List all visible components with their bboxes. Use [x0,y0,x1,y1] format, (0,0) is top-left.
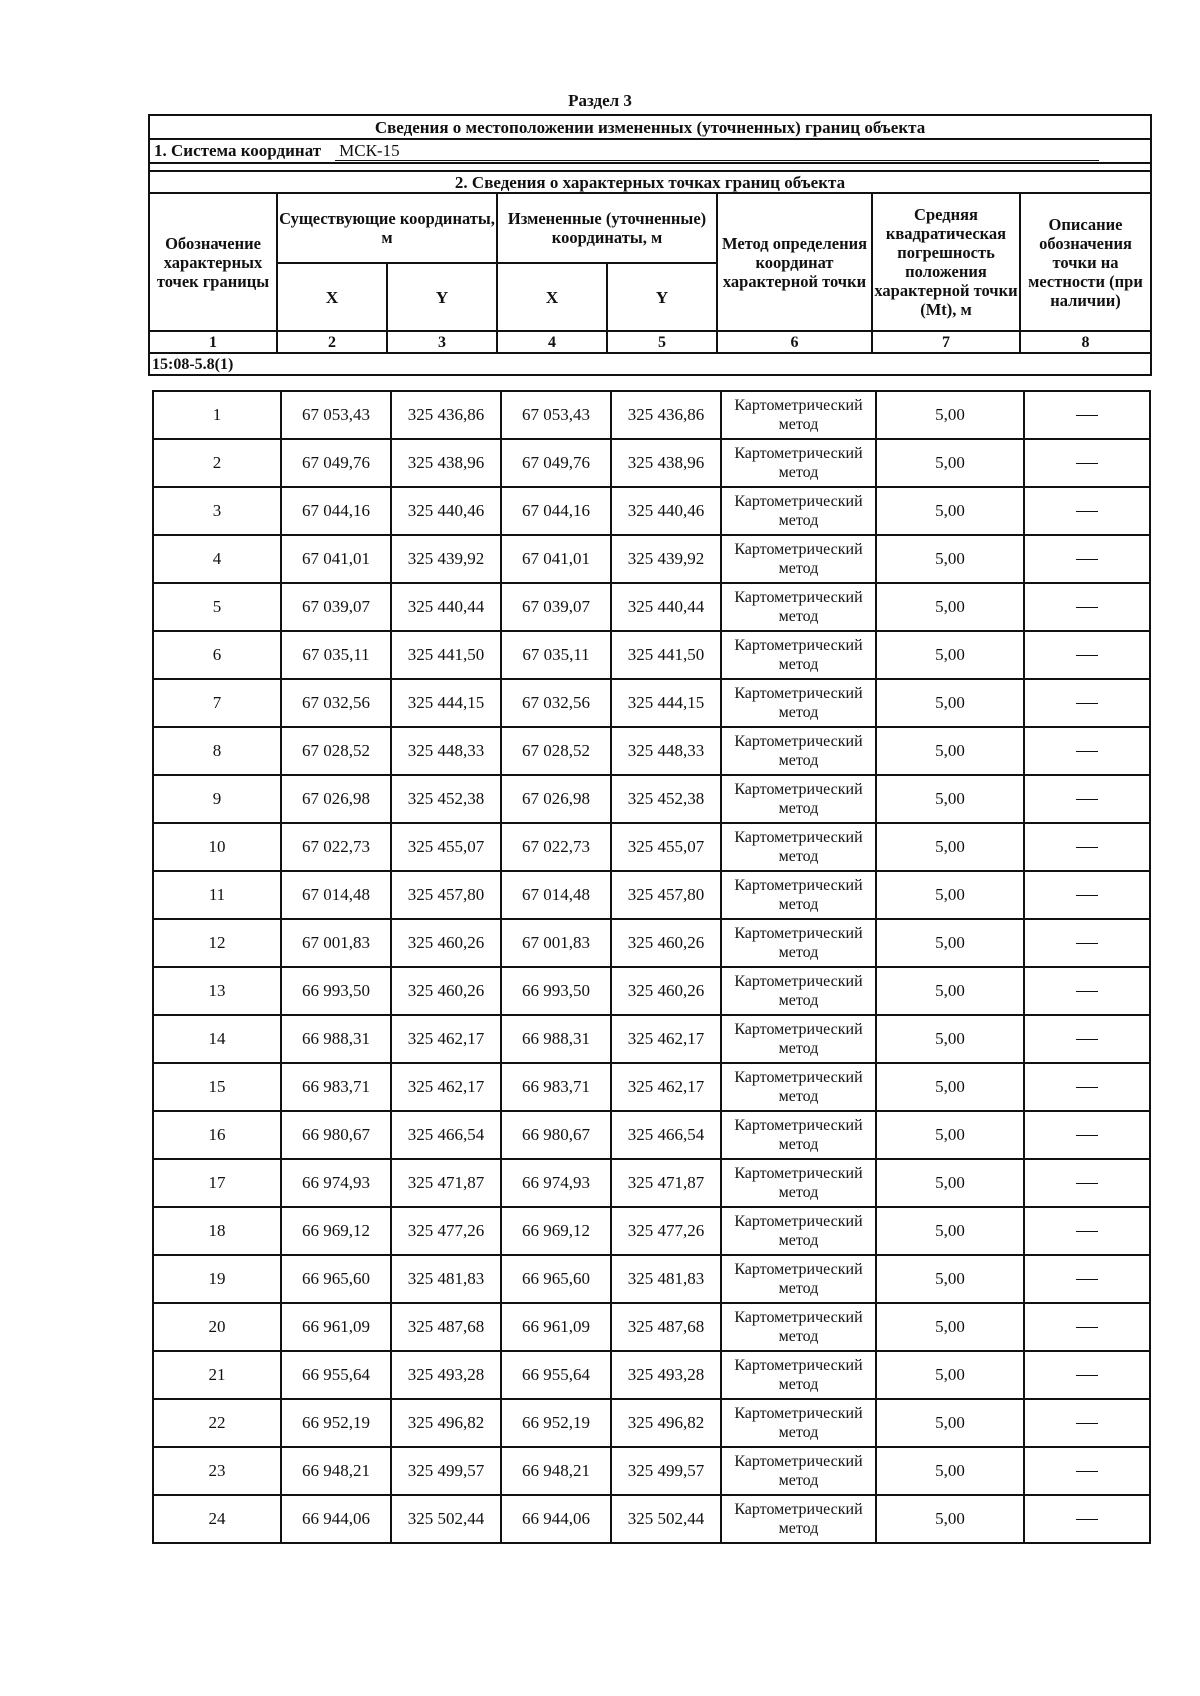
mt-value-cell: 5,00 [876,535,1024,583]
y-existing-cell: 325 452,38 [391,775,501,823]
x-changed-cell: 67 049,76 [501,439,611,487]
y-existing-cell: 325 502,44 [391,1495,501,1543]
col-error-header: Средняя квадратическая погрешность положения характерной точки (Mt), м [872,193,1020,331]
mt-value-cell: 5,00 [876,775,1024,823]
col-number: 2 [277,331,387,353]
y-changed-cell: 325 493,28 [611,1351,721,1399]
y-existing-cell: 325 481,83 [391,1255,501,1303]
y-existing-cell: 325 436,86 [391,391,501,439]
col-number: 4 [497,331,607,353]
method-cell: Картометрический метод [721,535,876,583]
y-changed-cell: 325 471,87 [611,1159,721,1207]
method-cell: Картометрический метод [721,439,876,487]
table-row [153,1063,1150,1111]
method-cell: Картометрический метод [721,631,876,679]
table-row [153,1015,1150,1063]
x-existing-cell: 67 039,07 [281,583,391,631]
x-changed-cell: 67 001,83 [501,919,611,967]
mt-value-cell: 5,00 [876,967,1024,1015]
point-number-cell: 12 [153,919,281,967]
y-existing-cell: 325 487,68 [391,1303,501,1351]
mt-value-cell: 5,00 [876,679,1024,727]
point-number-cell: 1 [153,391,281,439]
mt-value-cell: 5,00 [876,1063,1024,1111]
y-existing-cell: 325 477,26 [391,1207,501,1255]
mt-value-cell: 5,00 [876,1303,1024,1351]
table-row [153,1495,1150,1543]
table-row [153,631,1150,679]
x-changed-cell: 67 035,11 [501,631,611,679]
point-number-cell: 17 [153,1159,281,1207]
mt-value-cell: 5,00 [876,1111,1024,1159]
mt-value-cell: 5,00 [876,1447,1024,1495]
y-existing-cell: 325 496,82 [391,1399,501,1447]
x-changed-cell: 66 948,21 [501,1447,611,1495]
mt-value-cell: 5,00 [876,1207,1024,1255]
point-number-cell: 7 [153,679,281,727]
dash-mark [1076,1087,1098,1089]
point-number-cell: 2 [153,439,281,487]
x-existing-cell: 67 028,52 [281,727,391,775]
x-existing-header: X [277,263,387,331]
dash-mark [1076,415,1098,417]
x-existing-cell: 67 035,11 [281,631,391,679]
dash-mark [1076,751,1098,753]
table-row [153,1255,1150,1303]
x-existing-cell: 66 965,60 [281,1255,391,1303]
table-row [153,487,1150,535]
mt-value-cell: 5,00 [876,1255,1024,1303]
point-number-cell: 13 [153,967,281,1015]
point-number-cell: 14 [153,1015,281,1063]
table-row [153,1159,1150,1207]
point-number-cell: 4 [153,535,281,583]
method-cell: Картометрический метод [721,967,876,1015]
description-cell [1024,1111,1150,1159]
x-changed-cell: 67 039,07 [501,583,611,631]
description-cell [1024,967,1150,1015]
mt-value-cell: 5,00 [876,391,1024,439]
spacer-row [149,163,1151,171]
dash-mark [1076,1519,1098,1521]
x-changed-cell: 66 974,93 [501,1159,611,1207]
col-number: 7 [872,331,1020,353]
table-row [153,967,1150,1015]
point-number-cell: 11 [153,871,281,919]
description-cell [1024,1399,1150,1447]
table-row [153,583,1150,631]
description-cell [1024,487,1150,535]
description-cell [1024,1015,1150,1063]
x-existing-cell: 67 022,73 [281,823,391,871]
method-cell: Картометрический метод [721,1159,876,1207]
description-cell [1024,679,1150,727]
method-cell: Картометрический метод [721,823,876,871]
dash-mark [1076,655,1098,657]
y-existing-cell: 325 462,17 [391,1015,501,1063]
description-cell [1024,919,1150,967]
y-existing-cell: 325 455,07 [391,823,501,871]
dash-mark [1076,1471,1098,1473]
y-changed-cell: 325 441,50 [611,631,721,679]
description-cell [1024,727,1150,775]
mt-value-cell: 5,00 [876,919,1024,967]
x-changed-cell: 67 026,98 [501,775,611,823]
col-number: 8 [1020,331,1151,353]
x-changed-cell: 66 993,50 [501,967,611,1015]
dash-mark [1076,1039,1098,1041]
description-cell [1024,391,1150,439]
y-changed-cell: 325 499,57 [611,1447,721,1495]
mt-value-cell: 5,00 [876,823,1024,871]
x-existing-cell: 67 032,56 [281,679,391,727]
y-changed-cell: 325 438,96 [611,439,721,487]
table-row [153,439,1150,487]
x-existing-cell: 66 961,09 [281,1303,391,1351]
y-changed-cell: 325 487,68 [611,1303,721,1351]
y-changed-cell: 325 440,44 [611,583,721,631]
mt-value-cell: 5,00 [876,1351,1024,1399]
description-cell [1024,1255,1150,1303]
x-existing-cell: 66 955,64 [281,1351,391,1399]
y-existing-cell: 325 439,92 [391,535,501,583]
y-changed-cell: 325 481,83 [611,1255,721,1303]
coord-system-row [149,139,1151,163]
x-existing-cell: 66 983,71 [281,1063,391,1111]
mt-value-cell: 5,00 [876,583,1024,631]
method-cell: Картометрический метод [721,1447,876,1495]
point-number-cell: 16 [153,1111,281,1159]
point-number-cell: 9 [153,775,281,823]
y-existing-cell: 325 499,57 [391,1447,501,1495]
table-row [153,535,1150,583]
method-cell: Картометрический метод [721,679,876,727]
description-cell [1024,823,1150,871]
table-row [153,679,1150,727]
description-cell [1024,1495,1150,1543]
point-number-cell: 10 [153,823,281,871]
table-row [153,1399,1150,1447]
y-changed-cell: 325 460,26 [611,967,721,1015]
col-existing-header: Существующие координаты, м [277,193,497,263]
y-changed-cell: 325 466,54 [611,1111,721,1159]
header-table [148,114,1152,376]
dash-mark [1076,1375,1098,1377]
col-number: 5 [607,331,717,353]
table-row [153,1207,1150,1255]
y-changed-cell: 325 439,92 [611,535,721,583]
y-existing-cell: 325 462,17 [391,1063,501,1111]
x-existing-cell: 66 980,67 [281,1111,391,1159]
x-changed-cell: 67 041,01 [501,535,611,583]
y-existing-cell: 325 493,28 [391,1351,501,1399]
y-changed-cell: 325 436,86 [611,391,721,439]
mt-value-cell: 5,00 [876,871,1024,919]
x-changed-cell: 67 028,52 [501,727,611,775]
method-cell: Картометрический метод [721,487,876,535]
table-row [153,1447,1150,1495]
dash-mark [1076,1231,1098,1233]
mt-value-cell: 5,00 [876,1015,1024,1063]
y-changed-cell: 325 496,82 [611,1399,721,1447]
x-existing-cell: 67 041,01 [281,535,391,583]
col-method-header: Метод определения координат характерной точки [717,193,872,331]
x-changed-cell: 66 944,06 [501,1495,611,1543]
y-existing-cell: 325 448,33 [391,727,501,775]
y-existing-cell: 325 440,44 [391,583,501,631]
description-cell [1024,1063,1150,1111]
method-cell: Картометрический метод [721,1255,876,1303]
method-cell: Картометрический метод [721,1351,876,1399]
dash-mark [1076,1135,1098,1137]
x-changed-cell: 67 014,48 [501,871,611,919]
x-changed-cell: 66 955,64 [501,1351,611,1399]
col-number: 1 [149,331,277,353]
x-changed-cell: 66 969,12 [501,1207,611,1255]
x-changed-cell: 66 965,60 [501,1255,611,1303]
mt-value-cell: 5,00 [876,439,1024,487]
y-existing-cell: 325 460,26 [391,967,501,1015]
point-number-cell: 18 [153,1207,281,1255]
method-cell: Картометрический метод [721,775,876,823]
method-cell: Картометрический метод [721,1303,876,1351]
dash-mark [1076,991,1098,993]
description-cell [1024,439,1150,487]
x-existing-cell: 67 026,98 [281,775,391,823]
y-changed-cell: 325 452,38 [611,775,721,823]
points-section-title: 2. Сведения о характерных точках границ объекта [149,171,1151,193]
table-row [153,727,1150,775]
x-existing-cell: 66 944,06 [281,1495,391,1543]
x-existing-cell: 66 974,93 [281,1159,391,1207]
method-cell: Картометрический метод [721,871,876,919]
x-existing-cell: 67 044,16 [281,487,391,535]
table-row [153,1303,1150,1351]
dash-mark [1076,1423,1098,1425]
table-title: Сведения о местоположении измененных (уточненных) границ объекта [149,115,1151,139]
y-changed-cell: 325 460,26 [611,919,721,967]
point-number-cell: 5 [153,583,281,631]
y-changed-cell: 325 444,15 [611,679,721,727]
x-changed-header: X [497,263,607,331]
y-existing-cell: 325 460,26 [391,919,501,967]
y-existing-cell: 325 438,96 [391,439,501,487]
y-existing-cell: 325 441,50 [391,631,501,679]
x-existing-cell: 67 053,43 [281,391,391,439]
dash-mark [1076,703,1098,705]
y-existing-cell: 325 457,80 [391,871,501,919]
point-number-cell: 21 [153,1351,281,1399]
table-row [153,1111,1150,1159]
x-changed-cell: 67 032,56 [501,679,611,727]
point-number-cell: 8 [153,727,281,775]
method-cell: Картометрический метод [721,919,876,967]
col-designation-header: Обозначение характерных точек границы [149,193,277,331]
mt-value-cell: 5,00 [876,487,1024,535]
y-changed-cell: 325 457,80 [611,871,721,919]
col-number: 3 [387,331,497,353]
description-cell [1024,871,1150,919]
x-changed-cell: 66 983,71 [501,1063,611,1111]
col-description-header: Описание обозначения точки на местности (при наличии) [1020,193,1151,331]
y-changed-cell: 325 448,33 [611,727,721,775]
points-table [152,390,1151,1544]
point-number-cell: 19 [153,1255,281,1303]
dash-mark [1076,1183,1098,1185]
x-existing-cell: 66 988,31 [281,1015,391,1063]
point-number-cell: 6 [153,631,281,679]
section-title: Раздел 3 [568,91,632,110]
x-changed-cell: 66 980,67 [501,1111,611,1159]
mt-value-cell: 5,00 [876,1495,1024,1543]
method-cell: Картометрический метод [721,1111,876,1159]
description-cell [1024,631,1150,679]
point-number-cell: 22 [153,1399,281,1447]
table-row [153,823,1150,871]
y-existing-cell: 325 444,15 [391,679,501,727]
x-changed-cell: 66 988,31 [501,1015,611,1063]
y-existing-cell: 325 471,87 [391,1159,501,1207]
y-changed-cell: 325 455,07 [611,823,721,871]
x-changed-cell: 67 053,43 [501,391,611,439]
table-row [153,391,1150,439]
x-existing-cell: 67 001,83 [281,919,391,967]
coord-system-value: МСК-15 [335,142,1099,161]
table-row [153,1351,1150,1399]
point-number-cell: 20 [153,1303,281,1351]
description-cell [1024,1159,1150,1207]
dash-mark [1076,895,1098,897]
x-changed-cell: 66 961,09 [501,1303,611,1351]
description-cell [1024,583,1150,631]
description-cell [1024,1303,1150,1351]
description-cell [1024,1351,1150,1399]
x-changed-cell: 66 952,19 [501,1399,611,1447]
col-number: 6 [717,331,872,353]
x-existing-cell: 67 049,76 [281,439,391,487]
dash-mark [1076,847,1098,849]
point-number-cell: 24 [153,1495,281,1543]
x-existing-cell: 66 993,50 [281,967,391,1015]
table-row [153,919,1150,967]
point-number-cell: 3 [153,487,281,535]
point-number-cell: 23 [153,1447,281,1495]
y-changed-cell: 325 440,46 [611,487,721,535]
dash-mark [1076,559,1098,561]
x-existing-cell: 66 952,19 [281,1399,391,1447]
mt-value-cell: 5,00 [876,727,1024,775]
point-number-cell: 15 [153,1063,281,1111]
method-cell: Картометрический метод [721,1207,876,1255]
dash-mark [1076,463,1098,465]
y-changed-cell: 325 477,26 [611,1207,721,1255]
method-cell: Картометрический метод [721,1063,876,1111]
table-row [153,775,1150,823]
coord-system-label: 1. Система координат [154,141,322,160]
dash-mark [1076,943,1098,945]
description-cell [1024,775,1150,823]
parcel-id: 15:08-5.8(1) [149,353,1151,375]
description-cell [1024,535,1150,583]
method-cell: Картометрический метод [721,391,876,439]
table-row [153,871,1150,919]
method-cell: Картометрический метод [721,727,876,775]
y-changed-cell: 325 462,17 [611,1015,721,1063]
x-existing-cell: 66 969,12 [281,1207,391,1255]
y-existing-cell: 325 440,46 [391,487,501,535]
y-changed-cell: 325 502,44 [611,1495,721,1543]
method-cell: Картометрический метод [721,1495,876,1543]
dash-mark [1076,799,1098,801]
y-existing-header: Y [387,263,497,331]
col-changed-header: Измененные (уточненные) координаты, м [497,193,717,263]
dash-mark [1076,607,1098,609]
x-existing-cell: 67 014,48 [281,871,391,919]
y-changed-header: Y [607,263,717,331]
description-cell [1024,1447,1150,1495]
dash-mark [1076,511,1098,513]
x-existing-cell: 66 948,21 [281,1447,391,1495]
method-cell: Картометрический метод [721,1015,876,1063]
y-existing-cell: 325 466,54 [391,1111,501,1159]
y-changed-cell: 325 462,17 [611,1063,721,1111]
method-cell: Картометрический метод [721,1399,876,1447]
dash-mark [1076,1327,1098,1329]
description-cell [1024,1207,1150,1255]
x-changed-cell: 67 044,16 [501,487,611,535]
mt-value-cell: 5,00 [876,1399,1024,1447]
x-changed-cell: 67 022,73 [501,823,611,871]
mt-value-cell: 5,00 [876,631,1024,679]
dash-mark [1076,1279,1098,1281]
mt-value-cell: 5,00 [876,1159,1024,1207]
method-cell: Картометрический метод [721,583,876,631]
